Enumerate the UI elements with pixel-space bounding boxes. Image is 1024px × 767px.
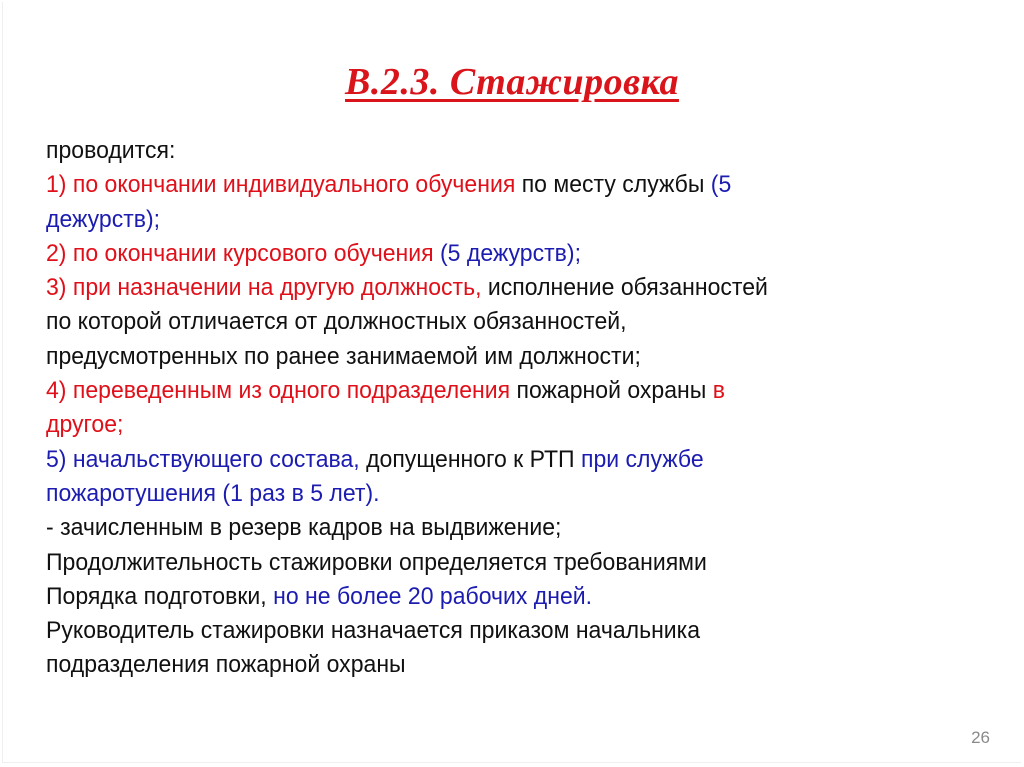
page-number: 26 (971, 728, 990, 747)
text-segment: 1) по окончании индивидуального обучения (46, 171, 516, 199)
text-segment: пожаротушения (1 раз в 5 лет). (46, 479, 380, 507)
text-segment: в (712, 377, 725, 405)
text-segment: по которой отличается от должностных обязанностей, (46, 308, 627, 336)
text-line (46, 511, 930, 545)
text-line (46, 271, 930, 305)
text-line (46, 168, 930, 202)
text-line (46, 237, 930, 271)
text-segment: 4) переведенным из одного подразделения (46, 377, 511, 405)
text-line (46, 648, 930, 682)
text-segment: (5 дежурств); (440, 239, 581, 267)
text-segment: Продолжительность стажировки определяется требованиями (46, 548, 707, 576)
text-line (46, 614, 930, 648)
text-segment: пожарной охраны (510, 377, 713, 405)
text-segment: Порядка подготовки, (46, 582, 274, 610)
text-line (46, 443, 930, 477)
text-segment: по месту службы (515, 171, 711, 199)
text-line (46, 546, 930, 580)
text-line (46, 408, 930, 442)
text-segment: 5) начальствующего состава, (46, 445, 360, 473)
text-segment: подразделения пожарной охраны (46, 651, 406, 679)
text-segment: проводится: (46, 137, 176, 164)
text-segment: допущенного к РТП (359, 445, 581, 473)
text-segment: Руководитель стажировки назначается приказом начальника (46, 617, 701, 645)
text-segment: при службе (580, 445, 704, 473)
text-segment: но не более 20 рабочих дней. (273, 582, 593, 610)
text-line (46, 134, 930, 168)
text-line (46, 374, 930, 408)
text-line (46, 203, 930, 237)
text-segment: - зачисленным в резерв кадров на выдвижение; (46, 514, 562, 542)
slide-body (46, 134, 930, 683)
text-line (46, 477, 930, 511)
text-segment: 3) при назначении на другую должность, (46, 274, 482, 302)
text-segment: другое; (46, 411, 124, 439)
text-segment: исполнение обязанностей (481, 274, 768, 302)
text-line (46, 305, 930, 339)
slide-title: В.2.3. Стажировка (345, 61, 679, 103)
text-segment: 2) по окончании курсового обучения (46, 239, 441, 267)
text-line (46, 340, 930, 374)
text-line (46, 580, 930, 614)
text-segment: предусмотренных по ранее занимаемой им должности; (46, 342, 641, 370)
text-segment: дежурств); (46, 205, 161, 233)
text-segment: (5 (710, 171, 732, 199)
